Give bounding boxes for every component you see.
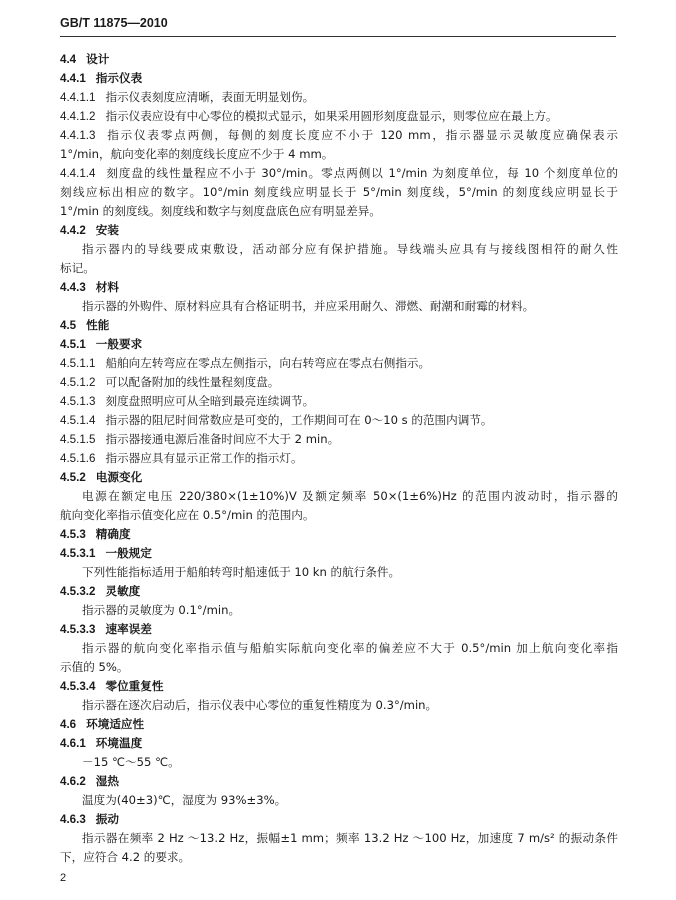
line-text: 湿热 (95, 774, 119, 788)
line-text: 电源变化 (95, 470, 143, 484)
line-text: 温度为(40±3)℃，湿度为 93%±3%。 (82, 793, 287, 807)
paragraph-line (60, 563, 618, 582)
section-heading (60, 69, 618, 88)
line-text: 指示仪表零点两侧，每侧的刻度长度应不小于 120 mm，指示器显示灵敏度应确保表示 (105, 128, 618, 142)
line-text: 一般要求 (95, 337, 143, 351)
line-text: 指示器的外购件、原材料应具有合格证明书，并应采用耐久、滞燃、耐潮和耐霉的材料。 (82, 299, 535, 313)
paragraph-line (60, 145, 618, 164)
section-heading (60, 772, 618, 791)
line-text: 标记。 (60, 261, 95, 275)
page-number: 2 (60, 872, 67, 884)
clause-number: 4.5.1.6 (60, 452, 96, 465)
clause-number: 4.4 (60, 53, 77, 66)
line-text: 航向变化率指示值变化应在 0.5°/min 的范围内。 (60, 508, 315, 522)
line-text: 指示器在逐次启动后，指示仪表中心零位的重复性精度为 0.3°/min。 (82, 698, 438, 712)
line-text: 精确度 (95, 527, 131, 541)
line-text: 刻度盘的线性量程应不小于 30°/min。零点两侧以 1°/min 为刻度单位，每 10 个刻度单位的 (105, 166, 618, 180)
paragraph-line (60, 126, 618, 145)
line-text: 可以配备附加的线性量程刻度盘。 (105, 375, 280, 389)
line-text: 环境温度 (95, 736, 143, 750)
clause-number: 4.6.1 (60, 737, 86, 750)
line-text: 指示器的航向变化率指示值与船舶实际航向变化率的偏差应不大于 0.5°/min 加上航向变化率指 (82, 641, 618, 655)
clause-number: 4.4.3 (60, 281, 86, 294)
section-heading (60, 810, 618, 829)
paragraph-line (60, 240, 618, 259)
clause-number: 4.4.1 (60, 72, 86, 85)
clause-number: 4.5.1.4 (60, 414, 96, 427)
line-text: 下列性能指标适用于船舶转弯时船速低于 10 kn 的航行条件。 (82, 565, 401, 579)
section-heading (60, 620, 618, 639)
clause-number: 4.4.1.2 (60, 110, 96, 123)
section-heading (60, 50, 618, 69)
clause-number: 4.6 (60, 718, 77, 731)
paragraph-line (60, 202, 618, 221)
paragraph-line (60, 107, 618, 126)
line-text: 指示器应具有显示正常工作的指示灯。 (105, 451, 303, 465)
standard-code-header: GB/T 11875—2010 (60, 16, 168, 30)
paragraph-line (60, 848, 618, 867)
paragraph-line (60, 658, 618, 677)
document-body (60, 50, 618, 867)
line-text: 振动 (95, 812, 119, 826)
paragraph-line (60, 449, 618, 468)
line-text: 示值的 5%。 (60, 660, 129, 674)
line-text: 材料 (95, 280, 119, 294)
section-heading (60, 335, 618, 354)
clause-number: 4.5.1.1 (60, 357, 96, 370)
section-heading (60, 525, 618, 544)
paragraph-line (60, 392, 618, 411)
paragraph-line (60, 753, 618, 772)
clause-number: 4.5.1.5 (60, 433, 96, 446)
paragraph-line (60, 506, 618, 525)
paragraph-line (60, 297, 618, 316)
section-heading (60, 734, 618, 753)
paragraph-line (60, 183, 618, 202)
clause-number: 4.6.2 (60, 775, 86, 788)
section-heading (60, 715, 618, 734)
line-text: 环境适应性 (86, 717, 145, 731)
paragraph-line (60, 430, 618, 449)
line-text: 指示仪表应设有中心零位的模拟式显示，如果采用圆形刻度盘显示，则零位应在最上方。 (105, 109, 558, 123)
header-divider (60, 36, 616, 37)
line-text: 1°/min 的刻度线。刻度线和数字与刻度盘底色应有明显差异。 (60, 204, 381, 218)
line-text: 指示器接通电源后准备时间应不大于 2 min。 (105, 432, 340, 446)
line-text: －15 ℃～55 ℃。 (82, 755, 180, 769)
clause-number: 4.4.1.3 (60, 129, 96, 142)
paragraph-line (60, 88, 618, 107)
clause-number: 4.5.3.3 (60, 623, 96, 636)
section-heading (60, 677, 618, 696)
line-text: 灵敏度 (105, 584, 141, 598)
clause-number: 4.5.3.4 (60, 680, 96, 693)
section-heading (60, 221, 618, 240)
paragraph-line (60, 259, 618, 278)
clause-number: 4.5 (60, 319, 77, 332)
clause-number: 4.5.3.2 (60, 585, 96, 598)
line-text: 设计 (86, 52, 110, 66)
line-text: 速率误差 (105, 622, 152, 636)
line-text: 刻线应标出相应的数字。10°/min 刻度线应明显长于 5°/min 刻度线，5°/min 的刻度线应明显长于 (60, 185, 618, 199)
clause-number: 4.4.1.1 (60, 91, 96, 104)
clause-number: 4.5.2 (60, 471, 86, 484)
line-text: 指示器的阻尼时间常数应是可变的，工作期间可在 0～10 s 的范围内调节。 (105, 413, 493, 427)
clause-number: 4.5.3 (60, 528, 86, 541)
paragraph-line (60, 373, 618, 392)
clause-number: 4.5.1.3 (60, 395, 96, 408)
line-text: 刻度盘照明应可从全暗到最亮连续调节。 (105, 394, 315, 408)
line-text: 指示器内的导线要成束敷设，活动部分应有保护措施。导线端头应具有与接线图相符的耐久性 (82, 242, 618, 256)
line-text: 零位重复性 (105, 679, 164, 693)
line-text: 电源在额定电压 220/380×(1±10%)V 及额定频率 50×(1±6%)Hz 的范围内波动时，指示器的 (82, 489, 618, 503)
paragraph-line (60, 487, 618, 506)
line-text: 指示器在频率 2 Hz ～13.2 Hz，振幅±1 mm；频率 13.2 Hz ～100 Hz，加速度 7 m/s² 的振动条件 (82, 831, 618, 845)
paragraph-line (60, 601, 618, 620)
line-text: 一般规定 (105, 546, 152, 560)
clause-number: 4.4.2 (60, 224, 86, 237)
line-text: 安装 (95, 223, 119, 237)
line-text: 指示仪表刻度应清晰，表面无明显划伤。 (105, 90, 315, 104)
clause-number: 4.5.3.1 (60, 547, 96, 560)
paragraph-line (60, 354, 618, 373)
clause-number: 4.5.1 (60, 338, 86, 351)
paragraph-line (60, 164, 618, 183)
section-heading (60, 544, 618, 563)
paragraph-line (60, 639, 618, 658)
paragraph-line (60, 411, 618, 430)
line-text: 指示器的灵敏度为 0.1°/min。 (82, 603, 241, 617)
line-text: 指示仪表 (95, 71, 143, 85)
section-heading (60, 278, 618, 297)
paragraph-line (60, 696, 618, 715)
clause-number: 4.5.1.2 (60, 376, 96, 389)
paragraph-line (60, 829, 618, 848)
section-heading (60, 468, 618, 487)
line-text: 下，应符合 4.2 的要求。 (60, 850, 191, 864)
paragraph-line (60, 791, 618, 810)
clause-number: 4.4.1.4 (60, 167, 96, 180)
clause-number: 4.6.3 (60, 813, 86, 826)
line-text: 性能 (86, 318, 110, 332)
section-heading (60, 582, 618, 601)
line-text: 船舶向左转弯应在零点左侧指示，向右转弯应在零点右侧指示。 (105, 356, 431, 370)
section-heading (60, 316, 618, 335)
line-text: 1°/min，航向变化率的刻度线长度应不少于 4 mm。 (60, 147, 334, 161)
